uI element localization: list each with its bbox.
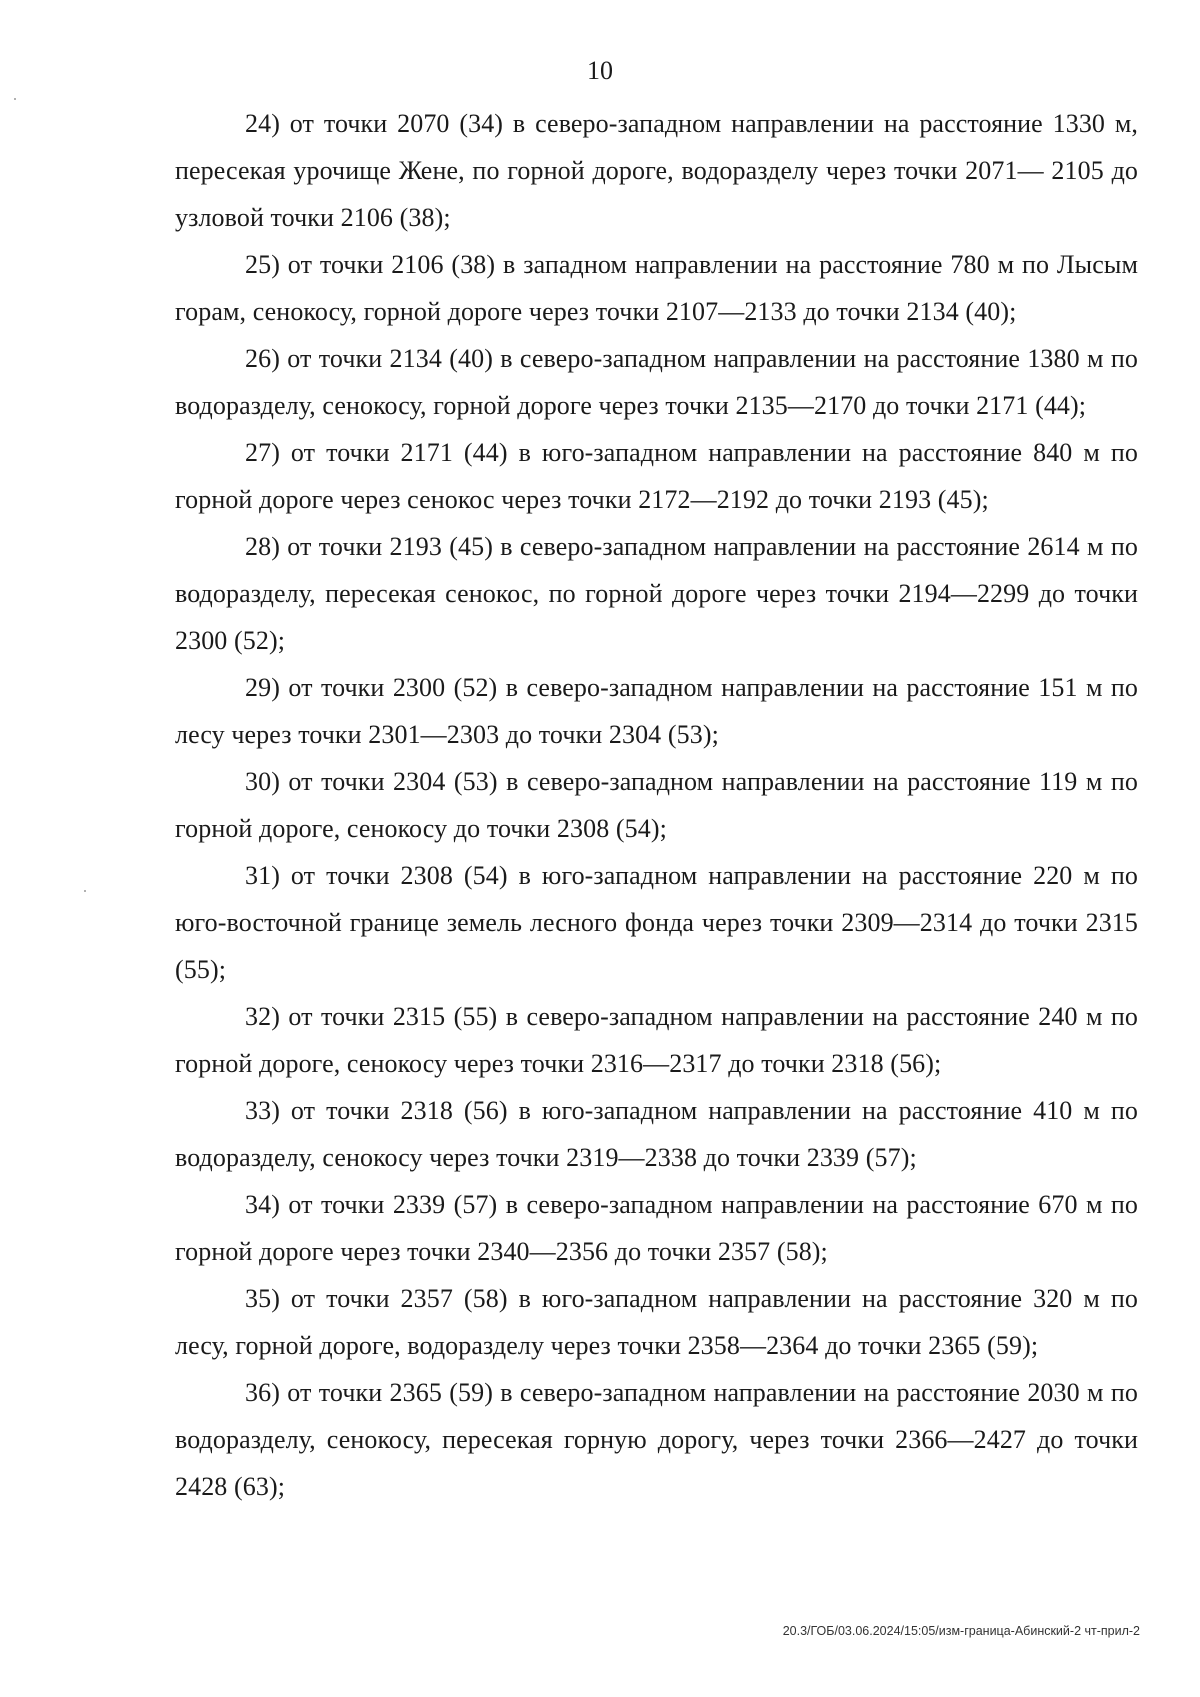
paragraph-36: 36) от точки 2365 (59) в северо-западном направлении на расстояние 2030 м по водоразделу, сенокосу, пересекая горную дорогу, через точки 2366—2427 до точки 2428 (63); [175, 1378, 1138, 1501]
paragraph-32: 32) от точки 2315 (55) в северо-западном направлении на расстояние 240 м по горной дороге, сенокосу через точки 2316—2317 до точки 2318 (56); [175, 1002, 1138, 1078]
paragraph-26: 26) от точки 2134 (40) в северо-западном направлении на расстояние 1380 м по водоразделу, сенокосу, горной дороге через точки 2135—2170 до точки 2171 (44); [175, 344, 1138, 420]
paragraph-28: 28) от точки 2193 (45) в северо-западном направлении на расстояние 2614 м по водоразделу, пересекая сенокос, по горной дороге через точки 2194—2299 до точки 2300 (52); [175, 532, 1138, 655]
paragraph-30: 30) от точки 2304 (53) в северо-западном направлении на расстояние 119 м по горной дороге, сенокосу до точки 2308 (54); [175, 767, 1138, 843]
page-number: 10 [587, 56, 613, 85]
scan-speck [84, 890, 86, 892]
paragraph-29: 29) от точки 2300 (52) в северо-западном направлении на расстояние 151 м по лесу через точки 2301—2303 до точки 2304 (53); [175, 673, 1138, 749]
paragraph-34: 34) от точки 2339 (57) в северо-западном направлении на расстояние 670 м по горной дороге через точки 2340—2356 до точки 2357 (58); [175, 1190, 1138, 1266]
paragraph-31: 31) от точки 2308 (54) в юго-западном направлении на расстояние 220 м по юго-восточной границе земель лесного фонда через точки 2309—2314 до точки 2315 (55); [175, 861, 1138, 984]
scan-speck [14, 98, 16, 100]
footer-document-code: 20.3/ГОБ/03.06.2024/15:05/изм-граница-Абинский-2 чт-прил-2 [782, 1624, 1140, 1638]
paragraph-25: 25) от точки 2106 (38) в западном направлении на расстояние 780 м по Лысым горам, сенокосу, горной дороге через точки 2107—2133 до точки 2134 (40); [175, 250, 1138, 326]
paragraph-35: 35) от точки 2357 (58) в юго-западном направлении на расстояние 320 м по лесу, горной дороге, водоразделу через точки 2358—2364 до точки 2365 (59); [175, 1284, 1138, 1360]
paragraph-24: 24) от точки 2070 (34) в северо-западном направлении на расстояние 1330 м, пересекая урочище Жене, по горной дороге, водоразделу через точки 2071— 2105 до узловой точки 2106 (38); [175, 109, 1138, 232]
paragraph-27: 27) от точки 2171 (44) в юго-западном направлении на расстояние 840 м по горной дороге через сенокос через точки 2172—2192 до точки 2193 (45); [175, 438, 1138, 514]
document-body [175, 100, 1138, 1510]
paragraph-33: 33) от точки 2318 (56) в юго-западном направлении на расстояние 410 м по водоразделу, сенокосу через точки 2319—2338 до точки 2339 (57); [175, 1096, 1138, 1172]
